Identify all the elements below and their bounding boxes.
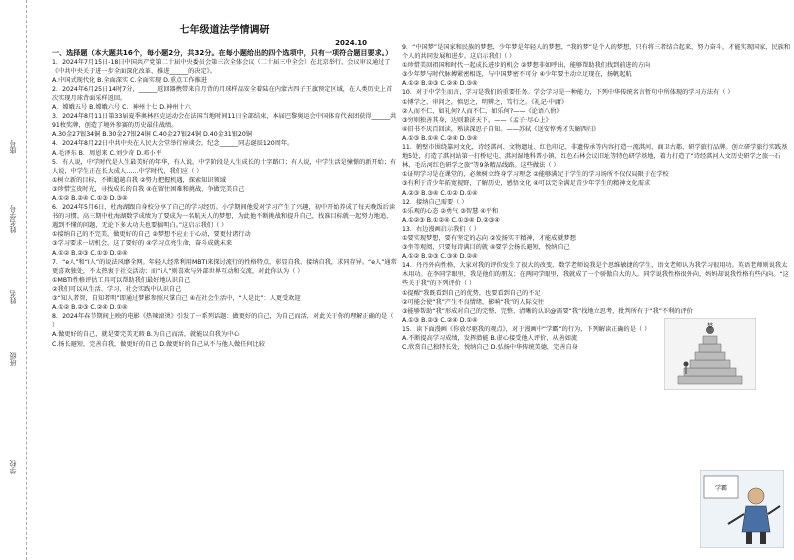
left-question-line: ③珍惜宝贵时光，寻找成长的自我 ④在留住困难和挑战，争做完美自己 bbox=[52, 185, 245, 193]
right-question-line: A.①② B.②③ C.②④ D.③④ bbox=[402, 80, 478, 88]
right-question-line: ①证明学习是在课堂的，必须树立终身学习理念 ②能够满足于学生的学习场所不仅仅局限于在学校 bbox=[402, 171, 669, 179]
right-question-line: A.①②③ B.①②④ C.①③④ D.②③④ bbox=[402, 216, 500, 224]
right-question-list bbox=[402, 43, 790, 352]
margin-label-class: 班级 bbox=[9, 352, 17, 366]
right-column bbox=[402, 0, 790, 352]
section-heading: 一、选择题（本大题共16个，每小题2分，共32分。在每小题给出的四个选项中，只有一项符合题目要求。） bbox=[52, 48, 393, 57]
left-question-line: ③学习要求一切机会，这了要好的 ④学习点亮生命，奋斗成就未来 bbox=[52, 240, 233, 248]
right-question-line: ③少年梦与时代脉搏紧密相连，与中国梦密不可分 ④少年要主动立足现在，扬帆起航 bbox=[402, 71, 632, 79]
right-question-line: ③有利于青少年拓宽视野，了解历史，感悟文化 ④可以完全满足青少年学生的精神文化需求 bbox=[402, 180, 651, 188]
left-question-line: A.中国式现代化 B.全面深实 C.全面实现 D.重点工作推进 bbox=[52, 76, 207, 84]
binding-cut-line bbox=[26, 0, 27, 560]
left-question-line: 3．2024年8月11日第33届夏季奥林匹克运动会在法国当地时间11日全部结束，本届巴黎奥运会中国体育代表团获得______共91枚奖牌，创造了境外参赛的历史最佳战绩。 bbox=[52, 113, 397, 130]
right-question-line: ③穷则独善其身，达则兼济天下。——《孟子·尽心上》 bbox=[402, 116, 552, 124]
right-question-line: A.不断提高学习成绩，发挥潜能 B.虚心接受他人评价，从善如流 bbox=[402, 335, 578, 342]
left-question-line: ①树立新的目标，不断超越自我 ②努力把握机遇，探索知识领域 bbox=[52, 176, 226, 184]
left-column bbox=[52, 0, 397, 349]
left-question-line: 2．2024年6月25日14时7分，______返回器携带来自月背的月球样品安全着陆在内蒙古四子王旗预定区域，在人类历史上首次实现月球背面采样返回。 bbox=[52, 85, 393, 102]
left-question-line: A.30金27银34铜 B.30金27银24铜 C.40金27银24铜 D.40金31银20铜 bbox=[52, 131, 252, 139]
right-question-line: A.①② B.②③ C.③④ D.②④ bbox=[402, 253, 478, 261]
left-question-line: 7．“e人”和“I人”的说法风靡全网。年轻人经常利用MBTI来探讨流行的性格特点，彰显自我、接纳自我，求同存异。“e人”通常更喜欢独处，不太热衷于社交活动；而“i人”则喜欢与外部世界互动和交流，对此你认为（ ） bbox=[52, 258, 397, 275]
left-question-line: A.毛泽东 B．周恩来 C.刘少奇 D.邓小平 bbox=[52, 149, 162, 157]
left-question-line: A．嫦娥五号 B.嫦娥六号 C．神州十七 D.神州十六 bbox=[52, 104, 191, 112]
right-question-line: ①珍惜美回祖国和时代一起成长进步的机会 ②梦想非如呼出，能够帮助我们找到前进的方向 bbox=[402, 62, 651, 70]
left-question-line: A.做更好的自己，就是要完美无瑕 B.为自己而活，就能以自我为中心 bbox=[52, 331, 240, 339]
right-question-line: 15．读下面漫画《你放尽驱我的观点》，对于漫画中“学霸”的行为，下列解读正确的是（ ） bbox=[402, 325, 651, 333]
margin-label-seat: 座号 bbox=[9, 140, 17, 154]
binding-margin bbox=[0, 0, 34, 560]
right-question-line: 11．鹤壁市围绕靠河文化，诗经淇河、文物遗址、红色印记、非遗传承等内容打造一流淇河、商卫古都、研学旅行品牌。创立研学旅行实践基地5处，打造了淇河站第一打桥尼屯、淇河湿地科普小镇、红色石林会议旧址等特色研学基地，着力打造了“诗经淇河人文历史研学之旅一石林、毛岳河红色研学之旅”等9条精品线路。这些做法（ ） bbox=[402, 144, 788, 170]
cartoon-illustration bbox=[700, 470, 784, 548]
right-question-line: A.①③ B.②③ C.②④ D.①④ bbox=[402, 316, 478, 324]
left-question-line: C.扬长避短，完善自我，做更好的自己 D.做更好的自己从不与他人做任何比较 bbox=[52, 340, 265, 348]
margin-label-school: 学校 bbox=[9, 460, 17, 474]
left-question-line: A.①② B.②③ C.①③ D.②④ bbox=[52, 249, 128, 257]
right-question-line: ③坐等观阅，只要每诗满目的就 ④要学会扬长避短，悦纳自己 bbox=[402, 244, 570, 252]
left-question-line: A.①② B.②③ C.②④ D.①④ bbox=[52, 304, 128, 312]
right-question-line: ①博学之，审问之，慎思之，明辨之，笃行之。《礼记·中庸》 bbox=[402, 98, 568, 106]
exam-title: 七年级道法学情调研 bbox=[179, 25, 270, 36]
left-question-line: 5．有人说，中学时代是人生最美好的年华，有人说，中学阶段是人生成长的十字路口；有人说，中学生活是憧憬的新开始；有人说，中学生正在长大成人……中学时代，我们应（ ） bbox=[52, 158, 397, 175]
right-question-line: ①乐观的心态 ②勇气 ③智慧 ④平和 bbox=[402, 207, 499, 215]
margin-label-id: 姓名学号 bbox=[9, 205, 17, 233]
right-question-line: 10．对于中学生而言，学习是我们的重要任务。学会学习是一种能力，下列中华传统名言暂句中所体现的学习方法有（ ） bbox=[402, 89, 734, 97]
right-question-line: ③能够帮助“我”形成对自己的完整、完整、清晰的认识@需要“我”找地立思考，批判所有于“我”不利的评价 bbox=[402, 307, 693, 315]
right-question-line: ②人而不仁，如礼何?人而不仁，如乐何?——《论语八佾》 bbox=[402, 107, 563, 115]
left-question-list bbox=[52, 58, 397, 349]
right-question-line: ④旧书不厌百回读，熟读深思子自知。——苏轼《送安惇秀才失解西归》 bbox=[402, 125, 600, 133]
stairs-caption: 梦 bbox=[706, 323, 714, 330]
left-question-line: 8．2024年春节期间上映的电影《热辣滚烫》引发了一系列话题：做更好的自己，为自己而活，对此关于你的理解正确的是（ ） bbox=[52, 313, 394, 330]
right-question-line: A.①③ B.①④ C.②④ D.③④ bbox=[402, 134, 478, 142]
cartoon-caption: 学霸 bbox=[714, 485, 728, 492]
left-question-line: ①MBTI性格评估工具可以帮助我们最好地认识自己 bbox=[52, 276, 191, 284]
right-question-line: A.②③ B.③④ C.①② D.①④ bbox=[402, 189, 478, 197]
left-question-line: ②我们可以从生活、学习、社会实践中认识自己 bbox=[52, 285, 182, 293]
right-question-line: 9．“中国梦”是国家和民族的梦想，少年梦是年轻人的梦想，“我的梦”是个人的梦想，只有将三者结合起来，努力奋斗，才能实现国家、民族和个人的共同发展和进步。这启示我们（ ） bbox=[402, 44, 791, 61]
left-question-line: 4．2024年8月22日中共中央在人民大会堂举行座谈会，纪念______同志诞辰120周年。 bbox=[52, 140, 294, 148]
left-question-line: 1．2024年7月15日-18日中国共产党第二十届中央委员会第三次全体会议（二十届三中全会）在北京举行，会议审议通过了《中共中央关于进一步全面深化改革、推进______的决定》。 bbox=[52, 58, 391, 75]
left-question-line: A.①② B.②④ C.①③ D.③④ bbox=[52, 195, 128, 202]
margin-label-name: 姓名 bbox=[9, 290, 17, 304]
right-question-line: 13．右边漫画启示我们（ ） bbox=[402, 225, 480, 233]
stairs-illustration bbox=[664, 318, 756, 390]
right-question-line: 14．丹丹外向性格，大家对我的评价发生了很大的改变，数学老师说我是个思维敏捷的学生，语文老师认为我学习很用功。英语老师则说我太木用功。在李同学眼里，我是他们的朋友；在两同学眼里，我就成了一个骄傲自大的人。同学说我性格很外向，妈妈却说我性格有些内向。“这些关于我”的下列评价（ ） bbox=[402, 262, 789, 288]
right-question-line: ①要实现梦想，要有坚定的志向 ②发扬实干精神，才能成就梦想 bbox=[402, 234, 576, 242]
right-question-line: ①提醒“我既看到自己的优势，也要看到自己的不足 bbox=[402, 289, 541, 297]
right-question-line: C.欣赏自己独特长处，悦纳自己 D.弘扬中华传统美德，完善自身 bbox=[402, 344, 578, 352]
right-question-line: ②可能会使“我”产生不良情绪，影响“我”的人际交往 bbox=[402, 298, 545, 306]
exam-date: 2024.10 bbox=[335, 39, 367, 47]
left-question-line: ③“知人者智，自知者明”即通过梦影参照尺掌自己 ④在社会生活中，“人是比”：人更受欢迎 bbox=[52, 295, 301, 303]
left-question-line: 6．2024年5月6日，杜海湖跟自身校分享了自己的学习经历。小学期间他爱对学习产生了兴趣，初中开始养成了每天晚饭后读书的习惯。高三期中杜海湖数学成绩为了要成为一名航天人的梦想，为此他不断挑战和提升自己，找准目标就一起努力地追，遇到不懂的问题，无论下多大功夫也要搞明白。”这启示我们（ ） bbox=[52, 204, 396, 230]
left-question-line: ①接纳自己的不完美，做更好的自己 ②梦想不应止于心动，要更付诸行动 bbox=[52, 231, 251, 239]
right-question-line: 12．接纳自己需要（ ） bbox=[402, 198, 468, 206]
